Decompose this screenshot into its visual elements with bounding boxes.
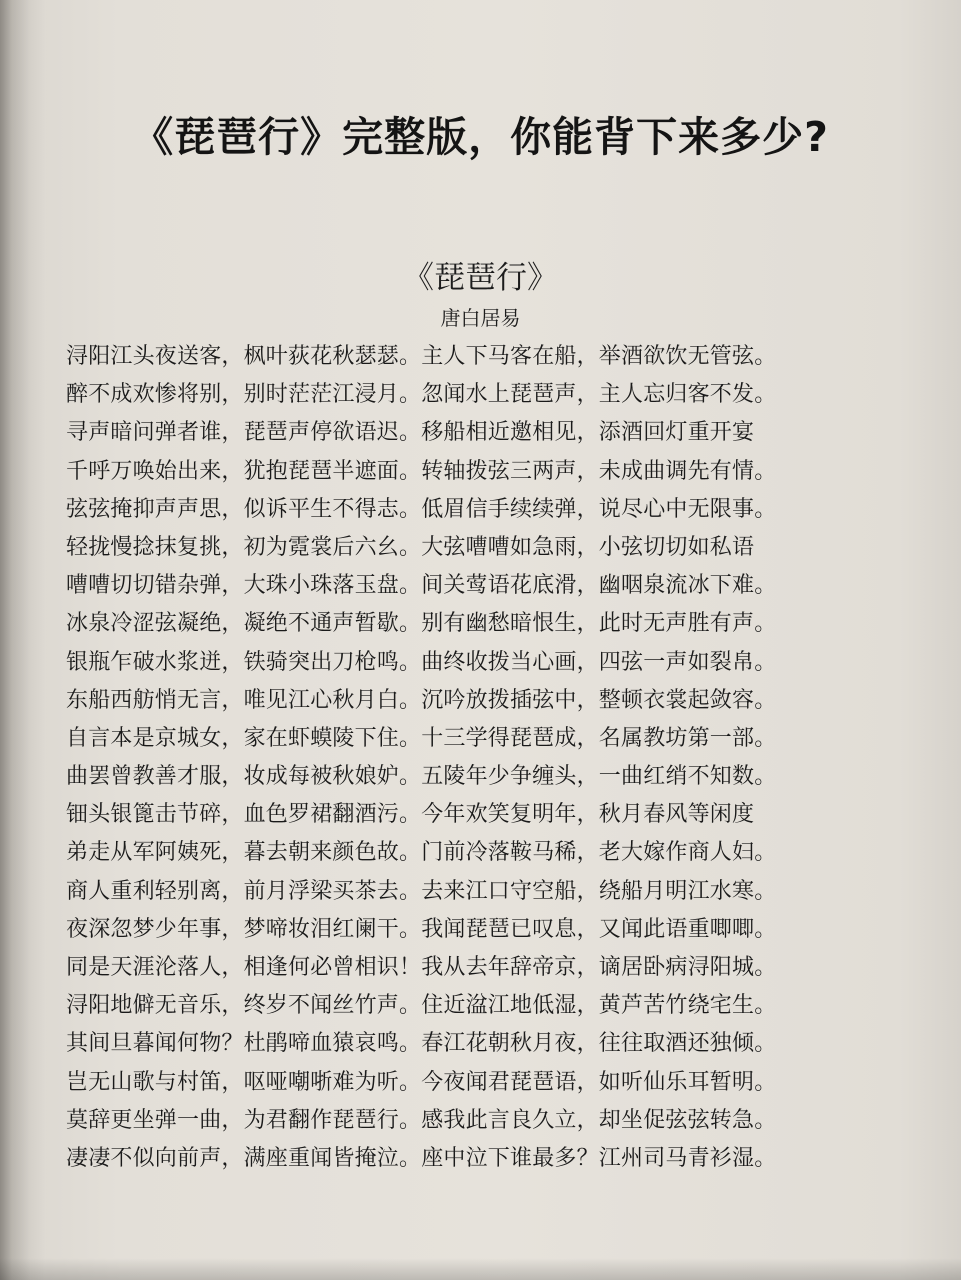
poem-line: 东船西舫悄无言，唯见江心秋月白。沉吟放拨插弦中，整顿衣裳起敛容。: [66, 687, 777, 713]
poem-line: 弦弦掩抑声声思，似诉平生不得志。低眉信手续续弹，说尽心中无限事。: [66, 496, 777, 522]
poem-body: [66, 338, 926, 1178]
page-headline: 《琵琶行》完整版，你能背下来多少?: [132, 113, 829, 161]
poem-line: 醉不成欢惨将别，别时茫茫江浸月。忽闻水上琵琶声，主人忘归客不发。: [66, 382, 777, 408]
poem-line: 莫辞更坐弹一曲，为君翻作琵琶行。感我此言良久立，却坐促弦弦转急。: [66, 1107, 777, 1133]
poem-line: 岂无山歌与村笛，呕哑嘲哳难为听。今夜闻君琵琶语，如听仙乐耳暂明。: [66, 1069, 777, 1095]
poem-author: 唐白居易: [440, 306, 521, 330]
poem-title: 《琵琶行》: [403, 260, 558, 296]
poem-line: 夜深忽梦少年事，梦啼妆泪红阑干。我闻琵琶已叹息，又闻此语重唧唧。: [66, 916, 777, 942]
poem-line: 凄凄不似向前声，满座重闻皆掩泣。座中泣下谁最多？江州司马青衫湿。: [66, 1145, 777, 1171]
poem-line: 自言本是京城女，家在虾蟆陵下住。十三学得琵琶成，名属教坊第一部。: [66, 725, 777, 751]
poem-line: 钿头银篦击节碎，血色罗裙翻酒污。今年欢笑复明年，秋月春风等闲度: [66, 802, 755, 828]
poem-line: 曲罢曾教善才服，妆成每被秋娘妒。五陵年少争缠头，一曲红绡不知数。: [66, 764, 777, 790]
poem-line: 嘈嘈切切错杂弹，大珠小珠落玉盘。间关莺语花底滑，幽咽泉流冰下难。: [66, 573, 777, 599]
poem-line: 浔阳地僻无音乐，终岁不闻丝竹声。住近湓江地低湿，黄芦苦竹绕宅生。: [66, 993, 777, 1019]
poem-line: 其间旦暮闻何物？杜鹃啼血猿哀鸣。春江花朝秋月夜，往往取酒还独倾。: [66, 1031, 777, 1057]
poem-line: 浔阳江头夜送客，枫叶荻花秋瑟瑟。主人下马客在船，举酒欲饮无管弦。: [66, 344, 777, 369]
poem-line: 银瓶乍破水浆迸，铁骑突出刀枪鸣。曲终收拨当心画，四弦一声如裂帛。: [66, 649, 777, 675]
poem-line: 商人重利轻别离，前月浮梁买茶去。去来江口守空船，绕船月明江水寒。: [66, 878, 777, 904]
poem-line: 轻拢慢捻抹复挑，初为霓裳后六幺。大弦嘈嘈如急雨，小弦切切如私语: [66, 534, 755, 560]
poem-line: 弟走从军阿姨死，暮去朝来颜色故。门前冷落鞍马稀，老大嫁作商人妇。: [66, 840, 777, 866]
poem-line: 冰泉冷涩弦凝绝，凝绝不通声暂歇。别有幽愁暗恨生，此时无声胜有声。: [66, 611, 777, 637]
poem-line: 寻声暗问弹者谁，琵琶声停欲语迟。移船相近邀相见，添酒回灯重开宴: [66, 420, 755, 446]
book-spine-shadow: [0, 0, 46, 1280]
page-bottom-shadow: [0, 1258, 961, 1280]
poem-line: 同是天涯沦落人，相逢何必曾相识！我从去年辞帝京，谪居卧病浔阳城。: [66, 955, 777, 980]
poem-line: 千呼万唤始出来，犹抱琵琶半遮面。转轴拨弦三两声，未成曲调先有情。: [66, 458, 777, 484]
